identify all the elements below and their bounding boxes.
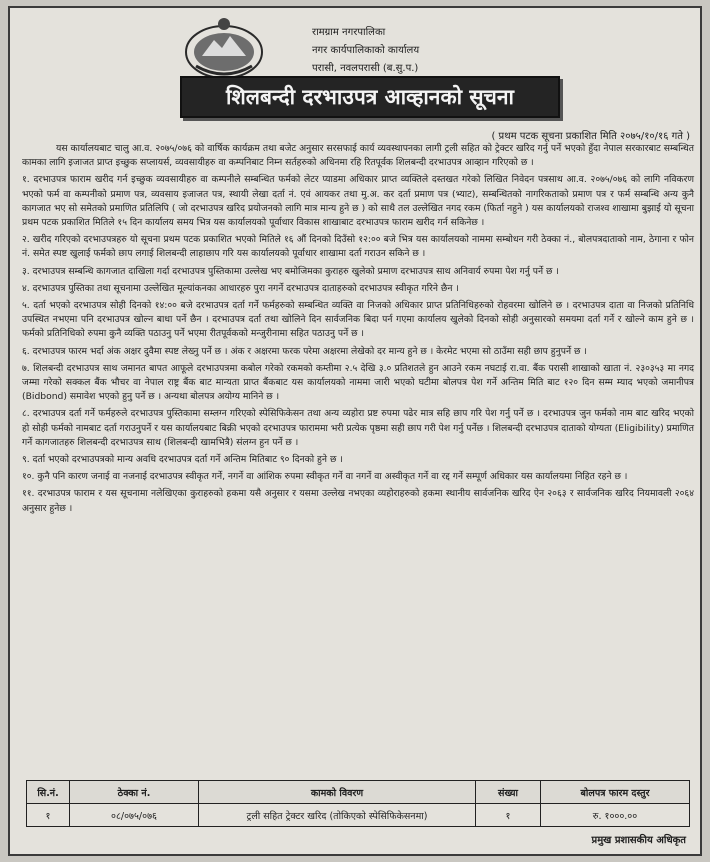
notice-page <box>8 6 702 856</box>
clause: १. दरभाउपत्र फाराम खरीद गर्न इच्छुक व्यवसायीहरु वा कम्पनीले सम्बन्धित फर्मको लेटर प्याडमा अधिकार प्राप्त व्यक्तिले दस्तखत गरेको लिखित निवेदन पत्रसाथ आ.व. २०७५/०७६ को लागि नविकरण भएको फर्म वा कम्पनीको प्रमाण पत्र, व्यवसाय इजाजत पत्र, स्थायी लेखा दर्ता नं. एवं आयकर तथा मु.अ. कर दर्ता प्रमाण पत्र (भ्याट), सम्बन्धितको नागरिकताको प्रमाण पत्र र फर्म सम्बन्धि अन्य कुनै कागजात भए सो समेतको प्रमाणित प्रतिलिपि ( जो दरभाउपत्र खरिद प्रयोजनको लागि मात्र मान्य हुने छ ) को साथै तल उल्लेखित नगद रकम (फिर्ता नहुने ) यस कार्यालयको राजश्व शाखामा बुझाई यो सूचना प्रथम पटक प्रकाशित मितिले १५ दिन कार्यालय समय भित्र यस कार्यालयको पूर्वाधार विकास शाखाबाट दरभाउपत्र फाराम खरीद गर्न सकिनेछ । <box>22 174 694 229</box>
published-date: ( प्रथम पटक सूचना प्रकाशित मिति २०७५/१०/१६ गते ) <box>491 131 690 142</box>
notice-body <box>22 142 694 519</box>
cell-form-fee: रु. १०००.०० <box>541 804 690 827</box>
clause: २. खरीद गरिएको दरभाउपत्रहरु यो सूचना प्रथम पटक प्रकाशित भएको मितिले १६ औं दिनको दिउँसो १२:०० बजे भित्र यस कार्यालयको नाममा सम्बोधन गरी ठेक्का नं., बोलपत्रदाताको नाम, ठेगाना र फोन नं. समेत स्पष्ट खुलाई फर्मको छाप लगाई शिलबन्दी लाहाछाप गरि यस कार्यालयको पूर्वाधार शाखामा दर्ता गराउन सकिने छ । <box>22 234 694 260</box>
municipality-name: रामग्राम नगरपालिका <box>312 27 386 38</box>
cell-work-description: ट्रली सहित ट्रेक्टर खरिद (तोकिएको स्पेसिफिकेसनमा) <box>199 804 476 827</box>
clause: ६. दरभाउपत्र फारम भर्दा अंक अक्षर दुवैमा स्पष्ट लेख्नु पर्ने छ । अंक र अक्षरमा फरक परेमा अक्षरमा लेखेको दर मान्य हुने छ । केरमेट भएमा सो ठाउँमा सही छाप हुनुपर्ने छ । <box>22 345 587 357</box>
clause: ३. दरभाउपत्र सम्बन्धि कागजात दाखिला गर्दा दरभाउपत्र पुस्तिकामा उल्लेख भए बमोजिमका कुराहरु खुलेको प्रमाण दरभाउपत्र साथ अनिवार्य रुपमा पेश गर्नु पर्ने छ । <box>22 265 559 277</box>
notice-title: शिलबन्दी दरभाउपत्र आव्हानको सूचना <box>180 76 560 118</box>
clause: ८. दरभाउपत्र दर्ता गर्ने फर्महरुले दरभाउपत्र पुस्तिकामा सम्लग्न गरिएको स्पेसिफिकेसन तथा अन्य व्यहोरा प्रष्ट रुपमा पढेर मात्र सहि छाप गरि पेश गर्नु पर्ने छ । दरभाउपत्र जुन फर्मको नाम बाट खरिद भएको हो सोही फर्मको नामबाट दर्ता गराउनुपर्ने र यस कार्यालयबाट बिक्री भएको दरभाउपत्र फाराममा भरी प्रत्येक पृष्ठमा सही छाप गरी पेश गर्नु पर्नेछ । शिलबन्दी दरभाउपत्र दाताको योग्यता (Eligibility) प्रमाणित गर्ने कागजातहरु शिलबन्दी दरभाउपत्र साथ (शिलबन्दी खामभित्रै) संलग्न हुन पर्ने छ । <box>22 408 694 448</box>
col-serial: सि.नं. <box>27 781 70 804</box>
nepal-emblem-icon <box>182 16 266 80</box>
cell-quantity: १ <box>476 804 541 827</box>
signatory-title: प्रमुख प्रशासकीय अधिकृत <box>591 835 686 846</box>
col-form-fee: बोलपत्र फारम दस्तुर <box>541 781 690 804</box>
table-row <box>27 804 690 827</box>
clause: ४. दरभाउपत्र पुस्तिका तथा सूचनामा उल्लेखित मूल्यांकनका आधारहरु पुरा नगर्ने दरभाउपत्र दाताहरुको दरभाउपत्र स्वीकृत गरिने छैन । <box>22 282 459 294</box>
intro-paragraph: यस कार्यालयबाट चालु आ.व. २०७५/०७६ को वार्षिक कार्यक्रम तथा बजेट अनुसार सरसफाई कार्य व्यवस्थापनका लागी ट्रली सहित को ट्रेक्टर खरिद गर्नु पर्ने भएको हुँदा नेपाल सरकारबाट सम्बन्धित कामका लागि इजाजत प्राप्त इच्छुक सप्लायर्स, व्यवसायीहरु वा कम्पनिबाट निम्न सर्तहरुको अधिनमा रहि रितपूर्वक शिलबन्दी दरभाउपत्र आव्हान गरिएको छ । <box>22 143 694 169</box>
clause: ११. दरभाउपत्र फाराम र यस सूचनामा नलेखिएका कुराहरुको हकमा यसै अनुसार र यसमा उल्लेख नभएका व्यहोराहरुको हकमा स्थानीय सार्वजनिक खरिद ऐन २०६३ र सार्वजनिक खरिद नियमावली २०६४ अनुसार हुनेछ । <box>22 488 694 514</box>
clause: ७. शिलबन्दी दरभाउपत्र साथ जमानत बापत आफूले दरभाउपत्रमा कबोल गरेको रकमको कम्तीमा २.५ देखि ३.० प्रतिशतले हुन आउने रकम नघटाई रा.वा. बैंक परासी शाखाको खाता नं. २३०३५३ मा नगद जम्मा गरेको सक्कल बैंक भौचर वा नेपाल राष्ट्र बैंक बाट मान्यता प्राप्त बैंकबाट यस कार्यालयको नाममा जारी भएको घटीमा बोलपत्र पेश गर्ने अन्तिम मिति बाट १२० दिन सम्म म्याद भएको जमानीपत्र (Bidbond) समावेश भएको हुनु पर्ने छ । अन्यथा बोलपत्र अयोग्य मानिने छ । <box>22 362 694 403</box>
col-contract-no: ठेक्का नं. <box>70 781 199 804</box>
office-name: नगर कार्यपालिकाको कार्यालय <box>312 45 420 56</box>
col-quantity: संख्या <box>476 781 541 804</box>
clause: १०. कुनै पनि कारण जनाई वा नजनाई दरभाउपत्र स्वीकृत गर्ने, नगर्ने वा आंशिक रुपमा स्वीकृत गर्ने वा नगर्ने वा अस्वीकृत गर्ने वा रद्द गर्ने सम्पूर्ण अधिकार यस कार्यालयमा निहित रहने छ । <box>22 471 628 483</box>
clause: ९. दर्ता भएको दरभाउपत्रको मान्य अवधि दरभाउपत्र दर्ता गर्ने अन्तिम मितिबाट ९० दिनको हुने छ । <box>22 454 343 466</box>
cell-serial: १ <box>27 804 70 827</box>
contract-table <box>26 780 690 827</box>
col-work-description: कामको विवरण <box>199 781 476 804</box>
office-address: परासी, नवलपरासी (ब.सु.प.) <box>312 63 419 74</box>
cell-contract-no: ०८/०७५/०७६ <box>70 804 199 827</box>
clause: ५. दर्ता भएको दरभाउपत्र सोही दिनको १४:०० बजे दरभाउपत्र दर्ता गर्ने फर्महरुको सम्बन्धित व्यक्ति वा निजको अधिकार प्राप्त प्रतिनिधिहरुको रोहवरमा खोलिने छ । दरभाउपत्र दाता वा निजको प्रतिनिधि उपस्थित नभएमा पनि दरभाउपत्र खोल्न बाधा पर्ने छैन । दरभाउपत्र दर्ता तथा खोलिने दिन सार्वजनिक बिदा पर्न गएमा कार्यालय खुलेको दिनको सोही अनुसारको समयमा दर्ता गर्ने र खोल्ने काम हुने छ । फर्मको प्रतिनिधिको रुपमा कुनै व्यक्ति पठाउनु पर्ने भएमा रीतपूर्वकको मन्जुरीनामा सहित पठाउनु पर्ने छ । <box>22 300 694 340</box>
table-header-row <box>27 781 690 804</box>
